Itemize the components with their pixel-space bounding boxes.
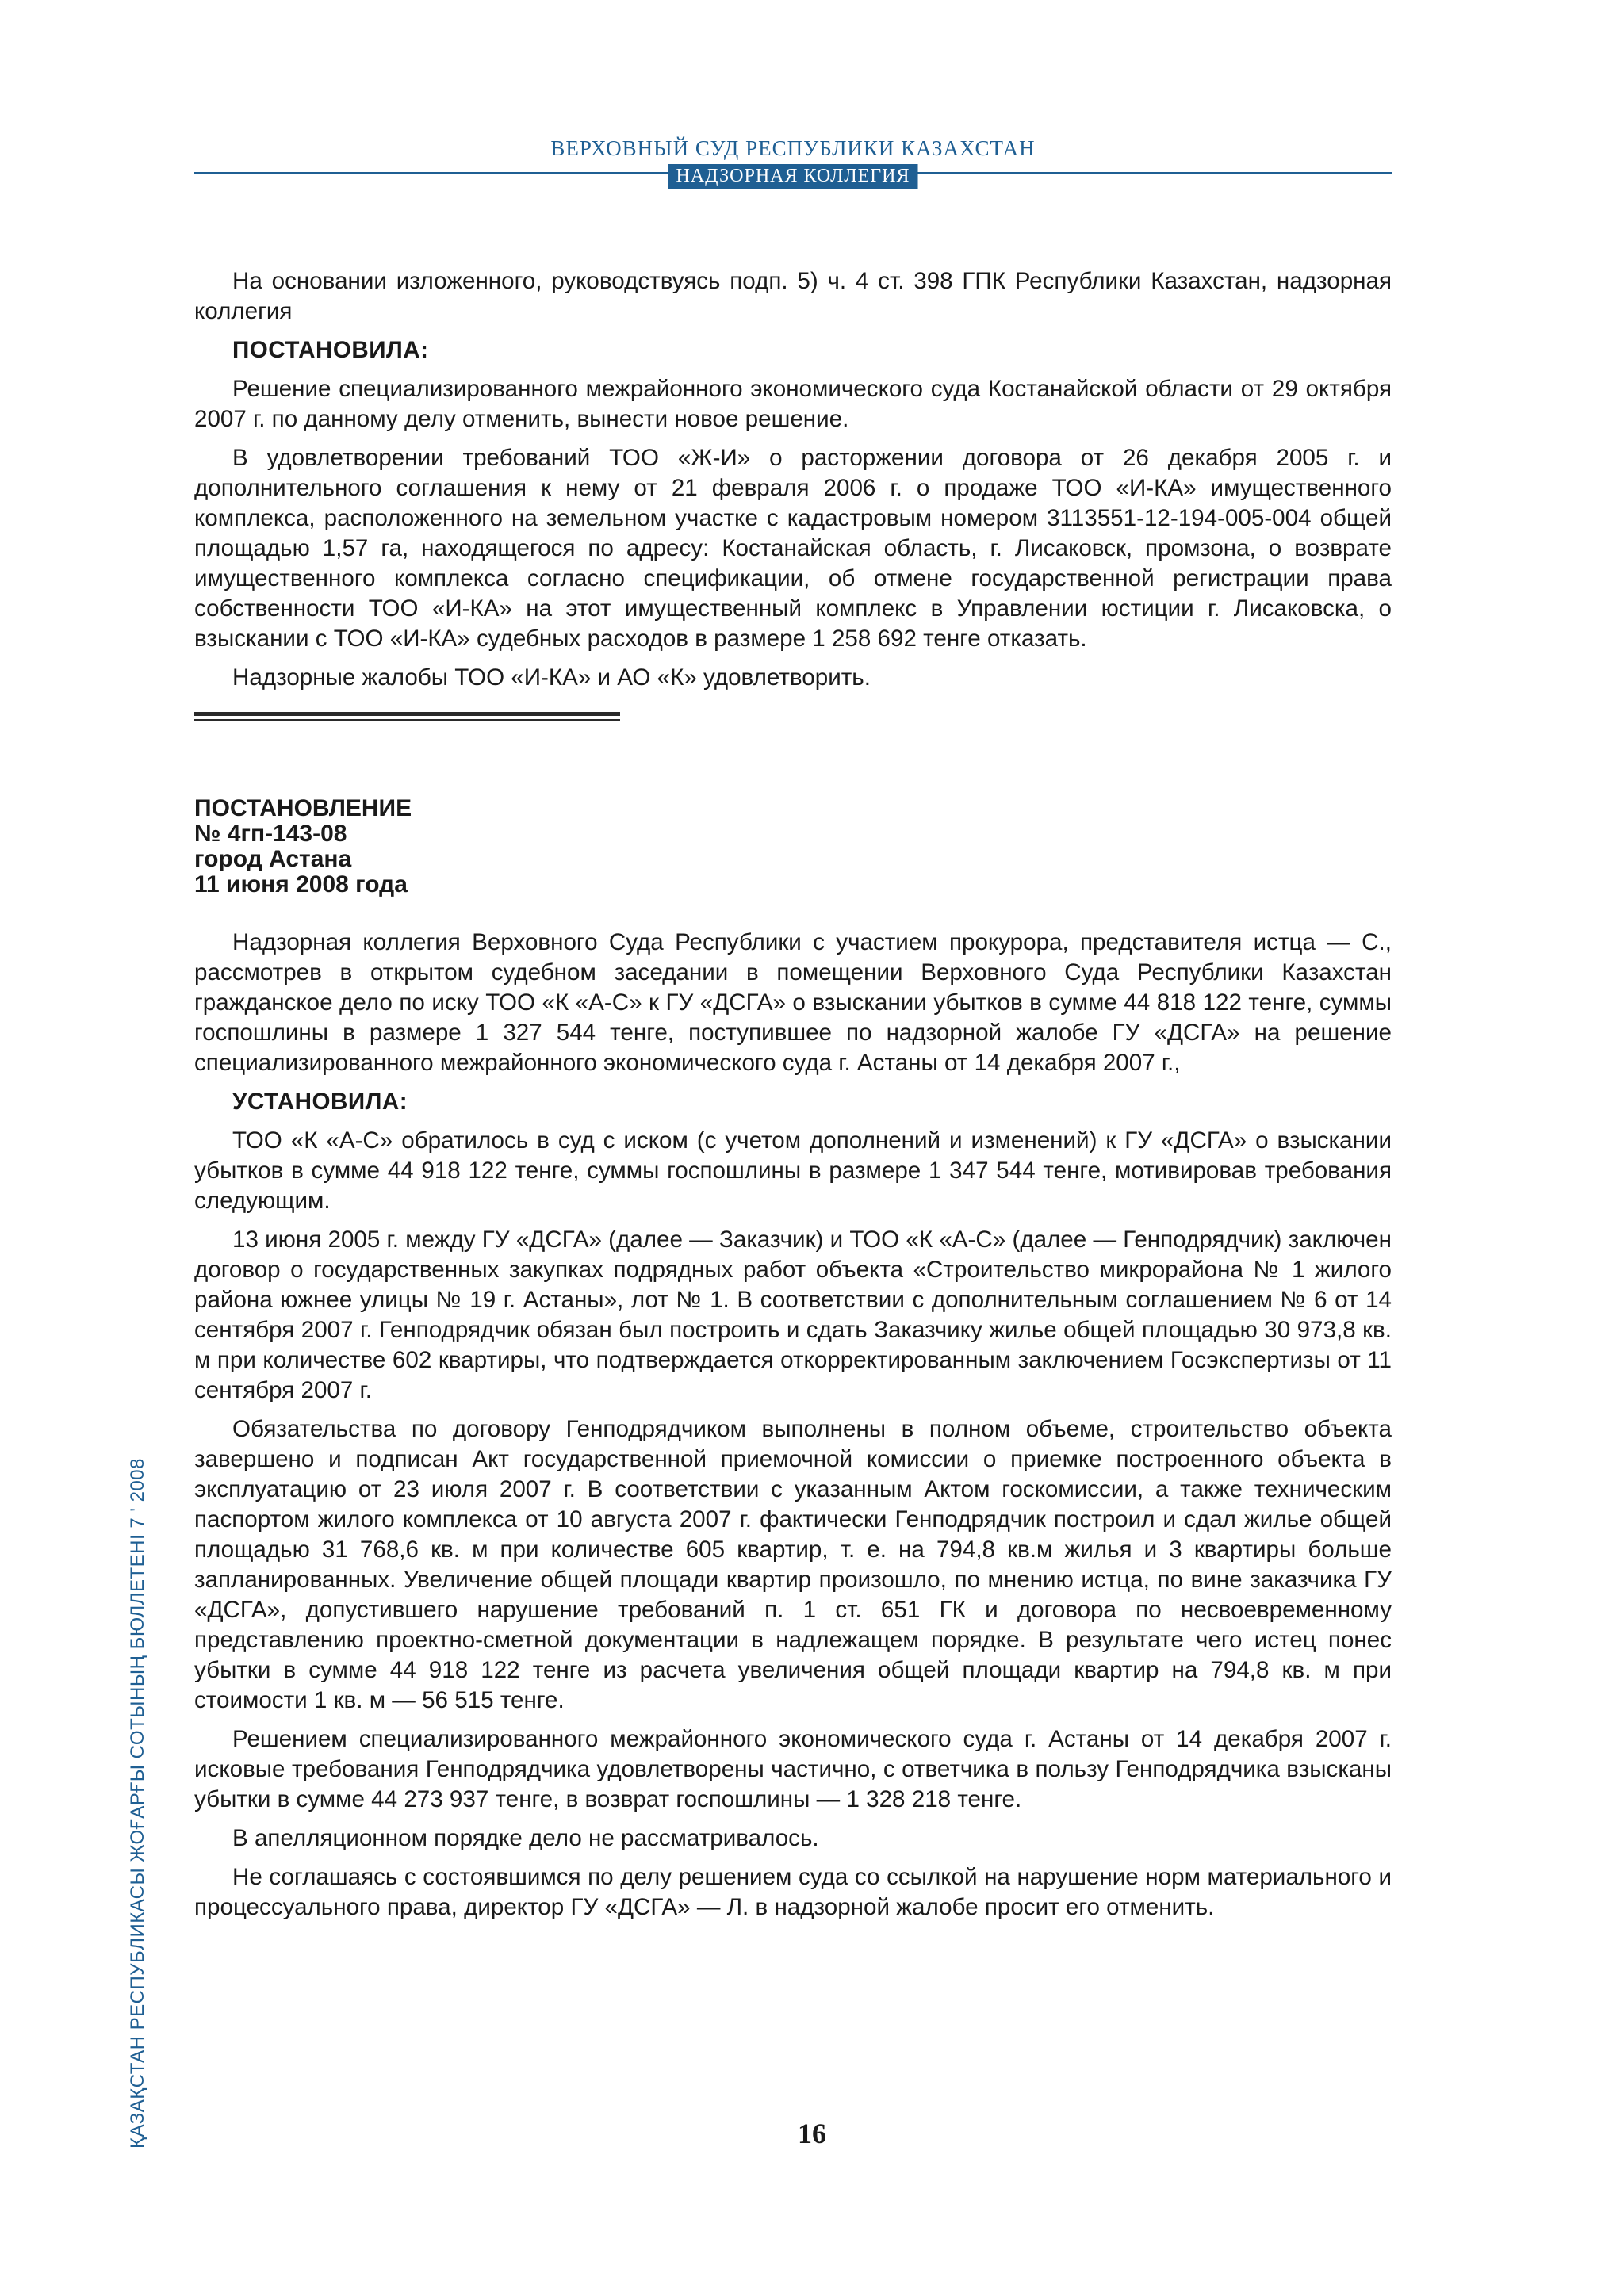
page-number: 16 <box>798 2118 826 2149</box>
decree-number: № 4гп-143-08 <box>194 821 347 847</box>
decree-intro-paragraph: Надзорная коллегия Верховного Суда Республики с участием прокурора, представителя истца — С., рассмотрев в открытом судебном заседании в помещении Верховного Суда Республики Казахстан гражданское дело по иску ТОО «К «А-С» к ГУ «ДСГА» о взыскании убытков в сумме 44 818 122 тенге, суммы госпошлины в размере 1 327 544 тенге, поступившее по надзорной жалобе ГУ «ДСГА» на решение специализированного межрайонного экономического суда г. Астаны от 14 декабря 2007 г., <box>194 929 1392 1076</box>
body-paragraph: ТОО «К «А-С» обратилось в суд с иском (с учетом дополнений и изменений) к ГУ «ДСГА» о взыскании убытков в сумме 44 918 122 тенге, суммы госпошлины в размере 1 347 544 тенге, мотивировав требования следующим. <box>194 1127 1392 1214</box>
body-paragraph: Обязательства по договору Генподрядчиком выполнены в полном объеме, строительство объекта завершено и подписан Акт государственной приемочной комиссии о приемке построенного объекта в эксплуатацию от 23 июля 2007 г. В соответствии с указанным Актом госкомиссии, а также техническим паспортом жилого комплекса от 10 августа 2007 г. фактически Генподрядчик построил и сдал жилье общей площадью 31 768,6 кв. м при количестве 605 квартир, т. е. на 794,8 кв.м жилья и 3 квартиры больше запланированных. Увеличение общей площади квартир произошло, по мнению истца, по вине заказчика ГУ «ДСГА», допустившего нарушение требований п. 1 ст. 651 ГК и договора по несвоевременному представлению проектно-сметной документации в надлежащем порядке. В результате чего истец понес убытки в сумме 44 918 122 тенге из расчета увеличения общей площади квартир на 794,8 кв. м при стоимости 1 кв. м — 56 515 тенге. <box>194 1416 1392 1713</box>
collegium-label: НАДЗОРНАЯ КОЛЛЕГИЯ <box>668 164 918 189</box>
resolved-heading: ПОСТАНОВИЛА: <box>232 337 429 363</box>
body-paragraph: 13 июня 2005 г. между ГУ «ДСГА» (далее — Заказчик) и ТОО «К «А-С» (далее — Генподрядчик) заключен договор о государственных закупках подрядных работ объекта «Строительство микрорайона № 1 жилого района южнее улицы № 19 г. Астаны», лот № 1. В соответствии с дополнительным соглашением № 6 от 14 сентября 2007 г. Генподрядчик обязан был построить и сдать Заказчику жилье общей площадью 30 973,8 кв. м при количестве 602 квартиры, что подтверждается откорректированным заключением Госэкспертизы от 11 сентября 2007 г. <box>194 1226 1392 1403</box>
decree-date: 11 июня 2008 года <box>194 871 408 897</box>
document-body <box>194 266 1392 1931</box>
section-divider <box>194 712 620 721</box>
intro-paragraph: На основании изложенного, руководствуясь подп. 5) ч. 4 ст. 398 ГПК Республики Казахстан, надзорная коллегия <box>194 268 1392 324</box>
body-paragraph: В апелляционном порядке дело не рассматривалось. <box>232 1825 819 1851</box>
body-paragraph: Не соглашаясь с состоявшимся по делу решением суда со ссылкой на нарушение норм материального и процессуального права, директор ГУ «ДСГА» — Л. в надзорной жалобе просит его отменить. <box>194 1864 1392 1920</box>
ruling-paragraph: Надзорные жалобы ТОО «И-КА» и АО «К» удовлетворить. <box>232 664 871 691</box>
body-paragraph: Решением специализированного межрайонного экономического суда г. Астаны от 14 декабря 2007 г. исковые требования Генподрядчика удовлетворены частично, с ответчика в пользу Генподрядчика взысканы убытки в сумме 44 273 937 тенге, в возврат госпошлины — 1 328 218 тенге. <box>194 1726 1392 1812</box>
established-heading: УСТАНОВИЛА: <box>232 1089 408 1115</box>
bulletin-sidebar-text: ҚАЗАҚСТАН РЕСПУБЛИКАСЫ ЖОҒАРҒЫ СОТЫНЫҢ БЮЛЛЕТЕНІ 7 ' 2008 <box>127 1457 148 2149</box>
ruling-paragraph: В удовлетворении требований ТОО «Ж-И» о расторжении договора от 26 декабря 2005 г. и дополнительного соглашения к нему от 21 февраля 2006 г. о продаже ТОО «И-КА» имущественного комплекса, расположенного на земельном участке с кадастровым номером 3113551-12-194-005-004 общей площадью 1,57 га, находящегося по адресу: Костанайская область, г. Лисаковск, промзона, о возврате имущественного комплекса согласно спецификации, об отмене государственной регистрации права собственности ТОО «И-КА» на этот имущественный комплекс в Управлении юстиции г. Лисаковска, о взыскании с ТОО «И-КА» судебных расходов в размере 1 258 692 тенге отказать. <box>194 445 1392 652</box>
court-title: ВЕРХОВНЫЙ СУД РЕСПУБЛИКИ КАЗАХСТАН <box>550 136 1036 160</box>
page-header <box>194 136 1392 200</box>
decree-title: ПОСТАНОВЛЕНИЕ <box>194 795 412 821</box>
decree-header <box>194 796 1392 897</box>
decree-city: город Астана <box>194 846 352 872</box>
ruling-paragraph: Решение специализированного межрайонного экономического суда Костанайской области от 29 октября 2007 г. по данному делу отменить, вынести новое решение. <box>194 376 1392 432</box>
